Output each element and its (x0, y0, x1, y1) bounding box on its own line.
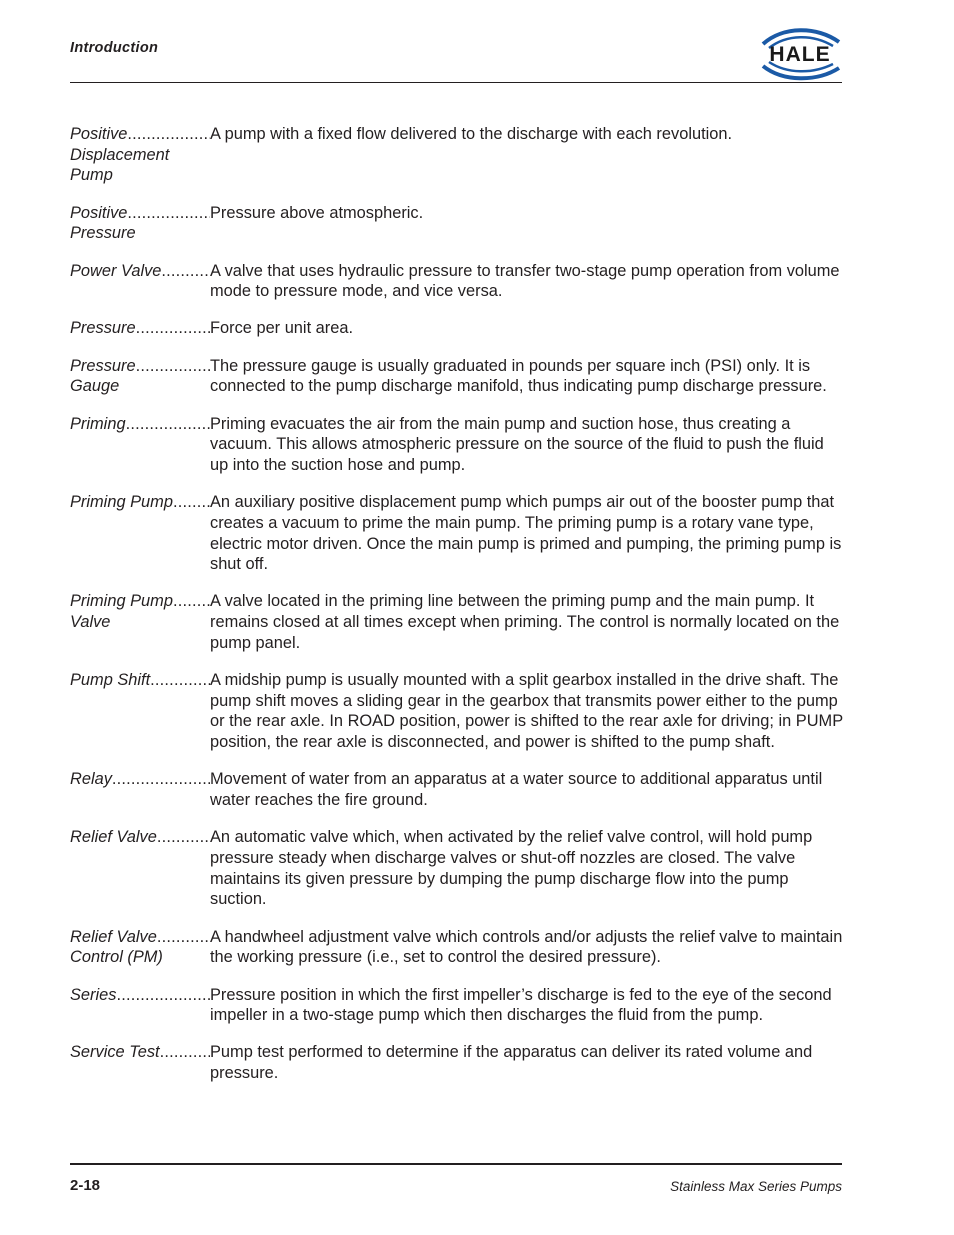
glossary-entry (70, 1042, 845, 1083)
glossary-entry (70, 591, 845, 653)
glossary-definition: A valve located in the priming line between the priming pump and the main pump. It remains closed at all times except when priming. The control is normally located on the pump panel. (210, 592, 840, 652)
term-line: Positive (70, 203, 128, 222)
term-line: Positive (70, 125, 128, 143)
glossary-list (70, 124, 845, 1100)
glossary-definition: A pump with a fixed flow delivered to the discharge with each revolution. (210, 125, 733, 143)
glossary-entry (70, 203, 845, 244)
glossary-entry (70, 769, 845, 810)
glossary-term (70, 414, 210, 476)
glossary-entry (70, 670, 845, 753)
glossary-term (70, 203, 210, 244)
leader-dots (116, 985, 210, 1006)
leader-dots (173, 591, 210, 612)
glossary-entry (70, 927, 845, 968)
glossary-entry (70, 356, 845, 397)
glossary-term (70, 985, 210, 1026)
glossary-term (70, 827, 210, 910)
page-number: 2-18 (70, 1177, 101, 1194)
glossary-entry (70, 261, 845, 302)
footer-title: Stainless Max Series Pumps (670, 1179, 842, 1194)
glossary-definition: A midship pump is usually mounted with a split gearbox installed in the drive shaft. The pump shift moves a sliding gear in the gearbox that transmits power either to the pump or the rear axle. In ROAD position, power is shifted to the rear axle for driving; in PUMP position, the rear axle is disconnected, and power is shifted to the pump shaft. (210, 671, 843, 752)
term-line: Gauge (70, 377, 120, 396)
leader-dots (157, 927, 210, 948)
leader-dots (150, 670, 210, 691)
glossary-definition: Pump test performed to determine if the apparatus can deliver its rated volume and pressure. (210, 1043, 813, 1083)
term-line: Displacement Pump (70, 145, 170, 185)
glossary-definition: Pressure position in which the first impeller’s discharge is fed to the eye of the second impeller in a two-stage pump which then discharges the fluid from the pump. (210, 985, 832, 1025)
glossary-definition: The pressure gauge is usually graduated in pounds per square inch (PSI) only. It is connected to the pump discharge manifold, thus indicating pump discharge pressure. (210, 356, 827, 396)
glossary-term (70, 356, 210, 397)
glossary-entry (70, 827, 845, 910)
glossary-definition: A handwheel adjustment valve which controls and/or adjusts the relief valve to maintain the working pressure (i.e., set to control the desired pressure). (210, 927, 843, 967)
glossary-definition: Movement of water from an apparatus at a water source to additional apparatus until water reaches the fire ground. (210, 770, 823, 810)
leader-dots (112, 769, 210, 790)
glossary-term (70, 591, 210, 653)
leader-dots (127, 124, 210, 145)
leader-dots (160, 1042, 210, 1063)
leader-dots (126, 414, 210, 435)
glossary-definition: Pressure above atmospheric. (210, 203, 424, 222)
glossary-term (70, 261, 210, 302)
term-line: Pressure (70, 319, 136, 338)
term-line: Relief Valve (70, 828, 157, 847)
glossary-term (70, 927, 210, 968)
footer-rule (70, 1163, 842, 1165)
glossary-entry (70, 124, 845, 186)
term-line: Pump Shift (70, 671, 151, 690)
glossary-definition: Force per unit area. (210, 319, 354, 338)
glossary-definition: An automatic valve which, when activated by the relief valve control, will hold pump pressure steady when discharge valves or shut-off nozzles are closed. The valve maintains its given pressure by dumping the pump discharge flow into the pump suction. (210, 828, 813, 909)
leader-dots (136, 356, 210, 377)
logo-text: HALE (769, 43, 831, 66)
term-line: Pressure (70, 224, 136, 243)
term-line: Valve (70, 613, 111, 632)
glossary-entry (70, 492, 845, 575)
glossary-entry (70, 414, 845, 476)
hale-logo (755, 24, 845, 82)
term-line: Relay (70, 770, 112, 789)
leader-dots (127, 203, 210, 224)
term-line: Priming Pump (70, 493, 173, 512)
glossary-term (70, 769, 210, 810)
glossary-entry (70, 318, 845, 339)
glossary-term (70, 1042, 210, 1083)
glossary-entry (70, 985, 845, 1026)
glossary-term (70, 492, 210, 575)
term-line: Priming (70, 414, 126, 433)
leader-dots (136, 318, 210, 339)
term-line: Control (PM) (70, 948, 163, 967)
term-line: Relief Valve (70, 927, 157, 946)
term-line: Power Valve (70, 261, 162, 280)
glossary-definition: A valve that uses hydraulic pressure to transfer two-stage pump operation from volume mode to pressure mode, and vice versa. (210, 261, 840, 301)
term-line: Pressure (70, 356, 136, 375)
term-line: Priming Pump (70, 592, 173, 611)
glossary-definition: Priming evacuates the air from the main pump and suction hose, thus creating a vacuum. This allows atmospheric pressure on the source of the fluid to push the fluid up into the suction hose and pump. (210, 414, 824, 474)
glossary-term (70, 318, 210, 339)
section-title: Introduction (70, 40, 159, 56)
glossary-definition: An auxiliary positive displacement pump which pumps air out of the booster pump that creates a vacuum to prime the main pump. The priming pump is a rotary vane type, electric motor driven. Once the main pump is primed and pumping, the priming pump is shut off. (210, 493, 842, 574)
leader-dots (161, 261, 210, 282)
header-rule (70, 82, 842, 83)
glossary-term (70, 124, 210, 186)
term-line: Series (70, 985, 117, 1004)
leader-dots (173, 492, 210, 513)
leader-dots (157, 827, 210, 848)
glossary-term (70, 670, 210, 753)
term-line: Service Test (70, 1043, 160, 1062)
